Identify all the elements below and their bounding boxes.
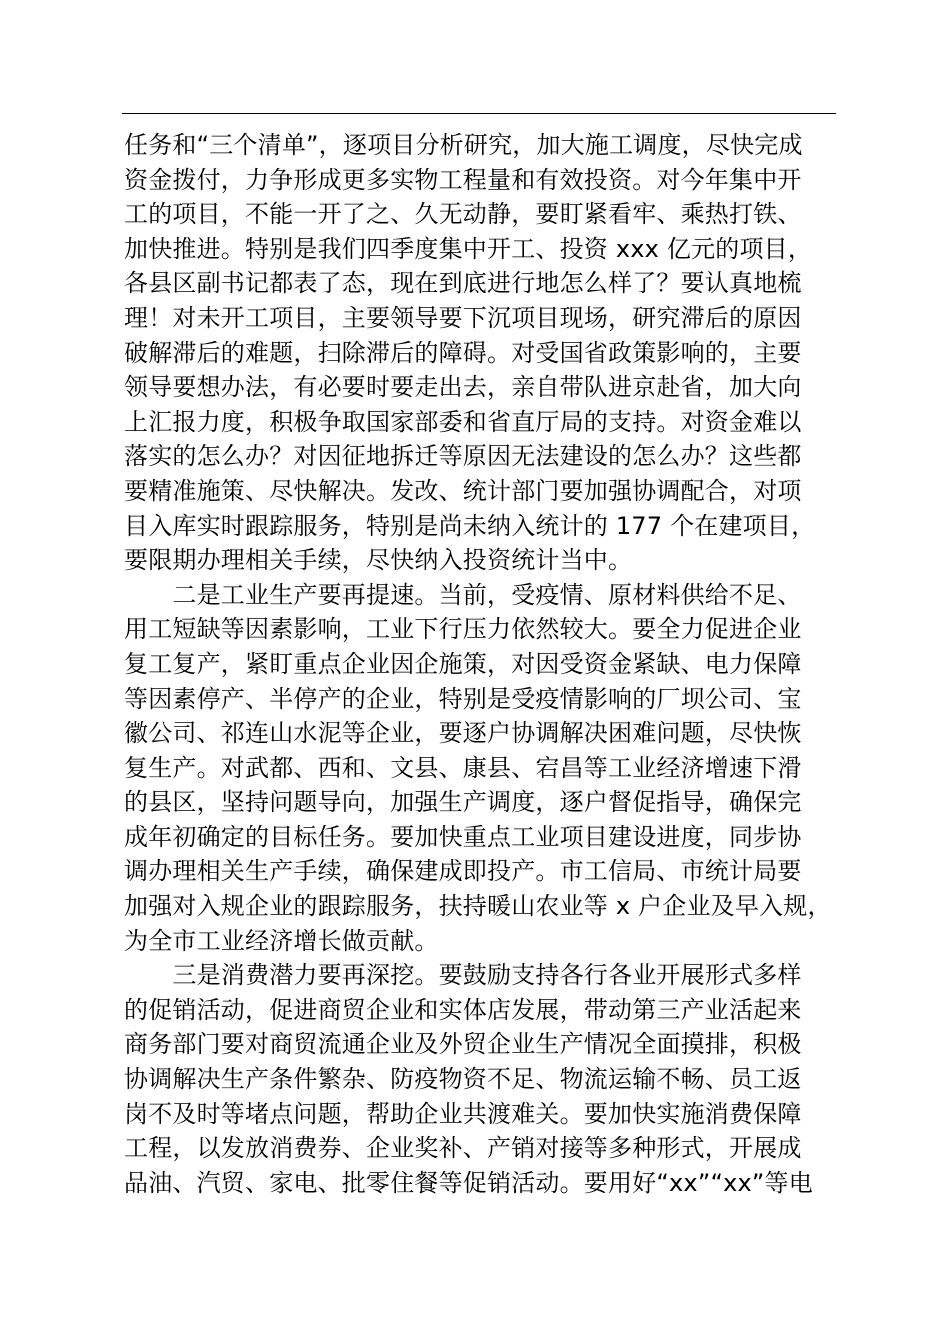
- text-line: 岗不及时等堵点问题，帮助企业共渡难关。要加快实施消费保障: [124, 1099, 802, 1128]
- text-line: 为全市工业经济增长做贡献。: [124, 926, 439, 955]
- text-line: 的促销活动，促进商贸企业和实体店发展，带动第三产业活起来: [124, 995, 802, 1024]
- text-line: 复生产。对武都、西和、文县、康县、宕昌等工业经济增速下滑: [124, 753, 802, 782]
- header-rule: [122, 113, 836, 114]
- text-line: 任务和“三个清单”，逐项目分析研究，加大施工调度，尽快完成: [124, 131, 803, 159]
- text-line: 品油、汽贸、家电、批零住餐等促销活动。要用好“xx”“xx”等电: [124, 1168, 813, 1197]
- text-line: 资金拨付，力争形成更多实物工程量和有效投资。对今年集中开: [124, 165, 802, 194]
- text-line: 要精准施策、尽快解决。发改、统计部门要加强协调配合，对项: [124, 476, 802, 505]
- text-line: 二是工业生产要再提速。当前，受疫情、原材料供给不足、: [124, 580, 802, 609]
- text-line: 用工短缺等因素影响，工业下行压力依然较大。要全力促进企业: [124, 615, 802, 644]
- text-line: 要限期办理相关手续，尽快纳入投资统计当中。: [124, 546, 633, 575]
- text-line: 商务部门要对商贸流通企业及外贸企业生产情况全面摸排，积极: [124, 1030, 802, 1059]
- text-line: 工程，以发放消费券、企业奖补、产销对接等多种形式，开展成: [124, 1134, 802, 1163]
- text-line: 落实的怎么办？对因征地拆迁等原因无法建设的怎么办？这些都: [124, 442, 802, 471]
- text-line: 工的项目，不能一开了之、久无动静，要盯紧看牢、乘热打铁、: [124, 200, 802, 229]
- text-line: 目入库实时跟踪服务，特别是尚未纳入统计的 177 个在建项目，: [124, 511, 816, 540]
- text-line: 上汇报力度，积极争取国家部委和省直厅局的支持。对资金难以: [124, 407, 802, 436]
- text-line: 理！对未开工项目，主要领导要下沉项目现场，研究滞后的原因: [124, 303, 802, 332]
- text-line: 徽公司、祁连山水泥等企业，要逐户协调解决困难问题，尽快恢: [124, 719, 802, 748]
- text-line: 各县区副书记都表了态，现在到底进行地怎么样了？要认真地梳: [124, 269, 802, 298]
- text-line: 加强对入规企业的跟踪服务，扶持暖山农业等 x 户企业及早入规，: [124, 892, 832, 921]
- body-text: [124, 128, 864, 1200]
- text-line: 成年初确定的目标任务。要加快重点工业项目建设进度，同步协: [124, 822, 802, 851]
- text-line: 复工复产，紧盯重点企业因企施策，对因受资金紧缺、电力保障: [124, 649, 802, 678]
- text-line: 领导要想办法，有必要时要走出去，亲自带队进京赴省，加大向: [124, 373, 802, 402]
- text-line: 调办理相关生产手续，确保建成即投产。市工信局、市统计局要: [124, 857, 802, 886]
- text-line: 等因素停产、半停产的企业，特别是受疫情影响的厂坝公司、宝: [124, 684, 802, 713]
- text-line: 的县区，坚持问题导向，加强生产调度，逐户督促指导，确保完: [124, 788, 802, 817]
- text-line: 三是消费潜力要再深挖。要鼓励支持各行各业开展形式多样: [124, 961, 802, 990]
- text-line: 加快推进。特别是我们四季度集中开工、投资 xxx 亿元的项目，: [124, 234, 813, 263]
- text-line: 破解滞后的难题，扫除滞后的障碍。对受国省政策影响的，主要: [124, 338, 802, 367]
- text-line: 协调解决生产条件繁杂、防疫物资不足、物流运输不畅、员工返: [124, 1065, 802, 1094]
